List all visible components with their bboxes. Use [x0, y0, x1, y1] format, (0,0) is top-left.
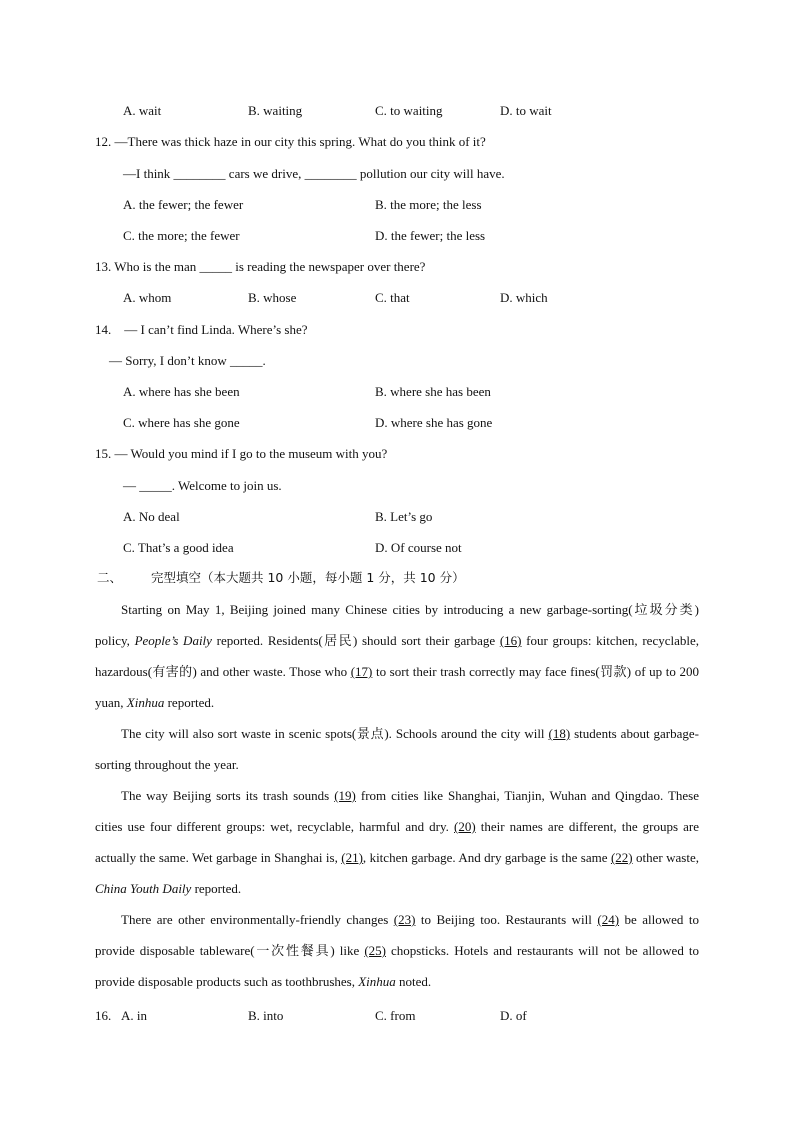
q11-option-c: C. to waiting [375, 103, 443, 118]
q16-option-d: D. of [500, 1008, 527, 1023]
passage-text: Starting on May 1, Beijing joined many Chinese cities by introducing a new garbage-sorting(垃圾分类) policy, [95, 602, 699, 648]
passage-text: There are other environmentally-friendly changes [121, 912, 394, 927]
blank-16: (16) [499, 633, 522, 648]
q15-stem: 15. — Would you mind if I go to the museum with you? [95, 446, 388, 461]
q14-stem: 14. — I can’t find Linda. Where’s she? [95, 322, 308, 337]
passage-text: other waste, [632, 850, 699, 865]
q13-option-d: D. which [500, 290, 548, 305]
q11-option-d: D. to wait [500, 103, 552, 118]
source-name: China Youth Daily [95, 881, 192, 896]
q15-option-b: B. Let’s go [375, 509, 433, 524]
q14-option-a: A. where has she been [123, 384, 240, 399]
passage-text: reported. [191, 881, 242, 896]
q16-option-a: A. in [121, 1008, 147, 1023]
passage-paragraph-4 [95, 904, 699, 997]
q14-reply: — Sorry, I don’t know _____. [109, 353, 266, 368]
q14-option-b: B. where she has been [375, 384, 491, 399]
blank-25: (25) [364, 943, 386, 958]
q14-option-d: D. where she has gone [375, 415, 493, 430]
q13-stem: 13. Who is the man _____ is reading the newspaper over there? [95, 259, 426, 274]
passage-paragraph-3 [95, 780, 699, 904]
q13-option-c: C. that [375, 290, 410, 305]
q15-reply: — _____. Welcome to join us. [123, 478, 282, 493]
passage-text: to sort their trash correctly may face fines(罚款) of up to 200 yuan, [95, 664, 699, 710]
q11-option-a: A. wait [123, 103, 162, 118]
source-name: Xinhua [358, 974, 396, 989]
passage-text: noted. [395, 974, 432, 989]
q16-number: 16. [95, 1008, 112, 1023]
passage-paragraph-2 [95, 718, 699, 780]
blank-18: (18) [548, 726, 571, 741]
passage-text: reported. Residents(居民) should sort their garbage [211, 633, 500, 648]
q15-option-c: C. That’s a good idea [123, 540, 234, 555]
passage-text: reported. [164, 695, 215, 710]
passage-text: students about garbage-sorting throughout the year. [95, 726, 699, 772]
passage-text: The way Beijing sorts its trash sounds [121, 788, 335, 803]
passage-text: , kitchen garbage. And dry garbage is the same [362, 850, 611, 865]
blank-19: (19) [334, 788, 356, 803]
q14-option-c: C. where has she gone [123, 415, 240, 430]
q15-option-a: A. No deal [123, 509, 180, 524]
passage-text: chopsticks. Hotels and restaurants will not be allowed to provide disposable products such as toothbrushes, [95, 943, 699, 989]
q12-option-d: D. the fewer; the less [375, 228, 486, 243]
q13-option-b: B. whose [248, 290, 297, 305]
section-number: 二、 [97, 570, 123, 585]
q12-reply: —I think ________ cars we drive, ________ pollution our city will have. [123, 166, 505, 181]
source-name: People’s Daily [134, 633, 212, 648]
q16-option-b: B. into [248, 1008, 284, 1023]
q15-option-d: D. Of course not [375, 540, 462, 555]
q12-option-a: A. the fewer; the fewer [123, 197, 244, 212]
q16-option-c: C. from [375, 1008, 416, 1023]
q12-option-b: B. the more; the less [375, 197, 482, 212]
section-heading [97, 570, 465, 586]
blank-21: (21) [341, 850, 363, 865]
passage-text: their names are different, the groups are actually the same. Wet garbage in Shanghai is, [95, 819, 699, 865]
blank-17: (17) [350, 664, 373, 679]
blank-23: (23) [393, 912, 416, 927]
q12-option-c: C. the more; the fewer [123, 228, 240, 243]
section-title: 完型填空（本大题共 10 小题，每小题 1 分，共 10 分） [151, 570, 465, 585]
source-name: Xinhua [126, 695, 165, 710]
q13-option-a: A. whom [123, 290, 172, 305]
passage-text: four groups: kitchen, recyclable, hazardous(有害的) and other waste. Those who [95, 633, 699, 679]
passage-text: The city will also sort waste in scenic spots(景点). Schools around the city will [121, 726, 549, 741]
blank-20: (20) [454, 819, 476, 834]
passage-text: to Beijing too. Restaurants will [415, 912, 598, 927]
blank-24: (24) [597, 912, 620, 927]
blank-22: (22) [610, 850, 633, 865]
passage-text: be allowed to provide disposable tableware(一次性餐具) like [95, 912, 699, 958]
cloze-passage [95, 594, 699, 997]
q12-stem: 12. —There was thick haze in our city this spring. What do you think of it? [95, 134, 486, 149]
passage-paragraph-1 [95, 594, 699, 718]
passage-text: from cities like Shanghai, Tianjin, Wuhan and Qingdao. These cities use four different groups: wet, recyclable, harmful and dry. [95, 788, 699, 834]
q11-option-b: B. waiting [248, 103, 303, 118]
